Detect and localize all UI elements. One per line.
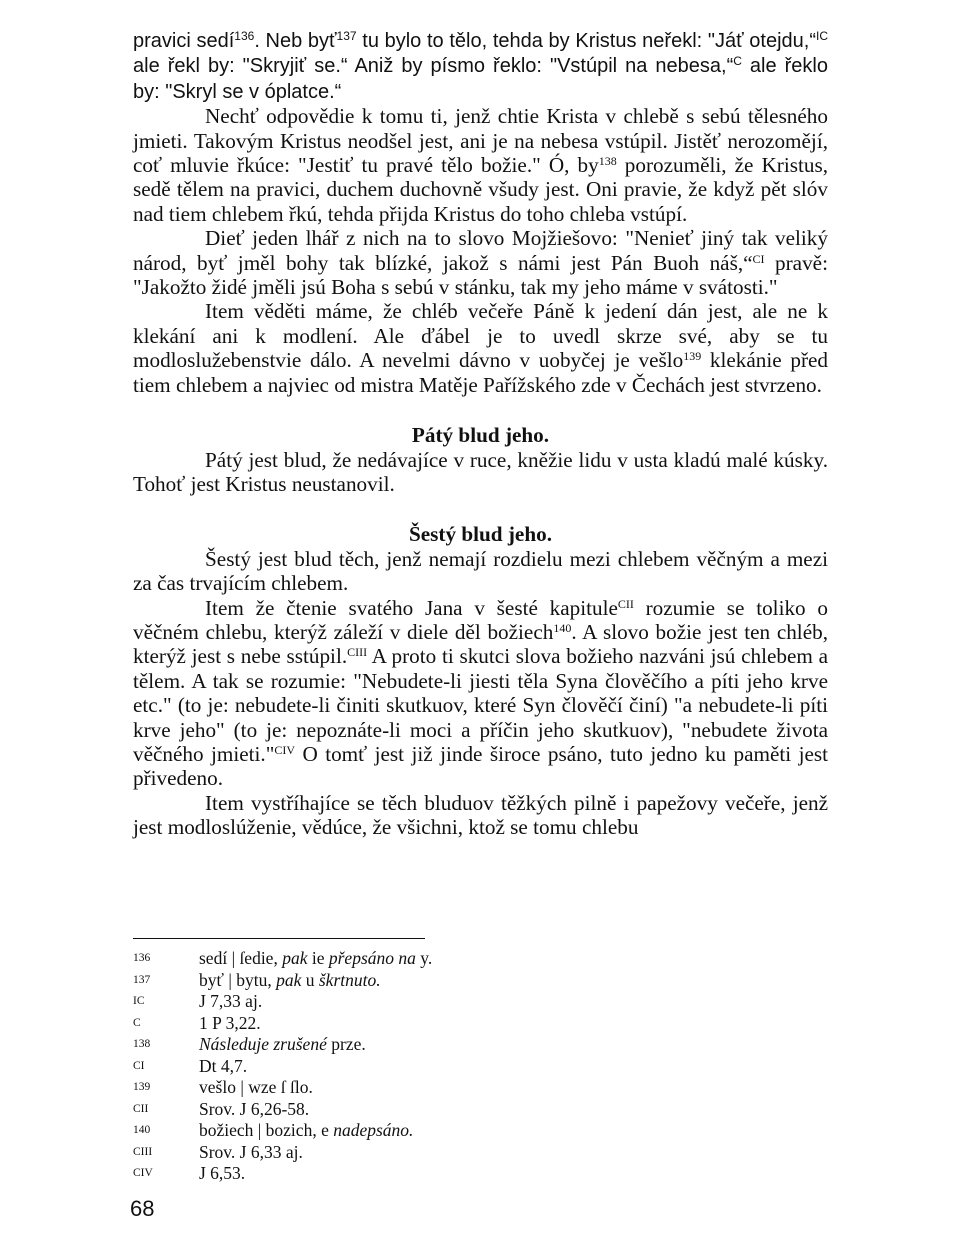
footnote-text: J 6,53. (199, 1163, 246, 1183)
paragraph-3: Dieť jeden lhář z nich na to slovo Mojžiešovo: "Nenieť jiný tak veliký národ, byť jměl bohy tak blízké, jakož s námi jest Pán Buoh náš,“$^{CI}$ pravě: "Jakožto židé jměli jsú Boha s sebú v stánku, tak my jeho máme v svátosti." (133, 226, 828, 300)
section-heading-6: Šestý blud jeho. (408, 522, 553, 547)
main-text (133, 28, 828, 840)
footnote-divider (133, 938, 425, 939)
section-heading-5: Pátý blud jeho. (411, 423, 550, 448)
footnote-number: IC (133, 995, 145, 1007)
footnote-number: 137 (133, 973, 151, 986)
footnote-item (133, 1142, 432, 1164)
footnote-text: Následuje zrušené prze. (199, 1034, 366, 1054)
paragraph-4: Item věděti máme, že chléb večeře Páně k jedení dán jest, ale ne k klekání ani k modlení. Ale ďábel je to uvedl skrze své, aby se tu modloslužebenstvie dálo. A nevelmi dávno v uobyčej je vešlo$^{139}$ klekánie před tiem chlebem a najviec od mistra Matěje Pařížského zde v Čechách jest stvrzeno. (133, 299, 829, 397)
footnote-item (133, 1120, 432, 1142)
footnote-text: božiech | bozich, e nadepsáno. (199, 1120, 414, 1140)
footnote-text: Dt 4,7. (199, 1055, 248, 1076)
footnote-item (133, 1077, 432, 1099)
footnote-number: CII (133, 1102, 149, 1115)
footnote-text: J 7,33 aj. (199, 991, 263, 1011)
footnotes (133, 948, 432, 1185)
footnote-text: byť | bytu, pak u škrtnuto. (199, 969, 381, 990)
footnote-number: CIV (133, 1167, 153, 1179)
footnote-text: vešlo | wze ſ ſlo. (199, 1077, 313, 1097)
section6-paragraph-1: Šestý jest blud těch, jenž nemají rozdielu mezi chlebem věčným a mezi za čas trvajícím chlebem. (133, 546, 828, 596)
footnote-number: CIII (133, 1145, 153, 1158)
footnote-item (133, 1013, 432, 1035)
footnote-number: 136 (133, 952, 151, 964)
footnote-item (133, 1034, 432, 1056)
footnote-item (133, 970, 432, 992)
footnote-item (133, 1056, 432, 1078)
footnote-item (133, 948, 432, 970)
footnote-number: 140 (133, 1124, 151, 1136)
footnote-number: CI (133, 1059, 145, 1072)
footnote-text: Srov. J 6,33 aj. (199, 1141, 303, 1162)
footnote-number: 139 (133, 1081, 151, 1093)
paragraph-2: Nechť odpovědie k tomu ti, jenž chtie Krista v chlebě s sebú tělesného jmieti. Takovým Kristus neodšel jest, ani je na nebesa vstúpil. Jistěť nerozomějí, coť mluvie řkúce: "Jestiť tu pravé tělo božie." Ó, $by^{138}$ porozuměli, že Kristus, sedě tělem na pravici, duchem duchovně všudy jest. Oni pravie, že když pět slóv nad tiem chlebem řkú, tehda přijda Kristus do toho chleba vstúpí. (133, 104, 829, 226)
footnote-item (133, 991, 432, 1013)
footnote-text: sedí | ſedie, pak ie přepsáno na y. (199, 948, 433, 968)
section6-paragraph-2: Item že čtenie svatého Jana v šesté kapitule$^{CII}$ rozumie se toliko o věčném chlebu, kterýž záleží v diele děl božiech$^{140}$. A slovo božie jest ten chléb, kterýž jest s nebe sstúpil.$^{CIII}$ A proto ti skutci slova božieho nazváni jsú chlebem a tělem. A tak se rozumie: "Nebudete-li jiesti těla Syna člověčího a píti jeho krve etc." (to je: nebudete-li činiti skutkuov, které Syn člověčí činí) "a nebudete-li píti krve jeho" (to je: nepoznáte-li moci a příčin jeho skutkuov), "nebudete života věčného jmieti."$^{CIV}$ O tomť jest již jinde široce psáno, tuto jedno ku paměti jest přivedeno. (133, 595, 828, 791)
footnote-text: 1 P 3,22. (199, 1012, 261, 1033)
footnote-number: C (133, 1016, 141, 1029)
section5-paragraph-1: Pátý jest blud, že nedávajíce v ruce, kněžie lidu v usta kladú malé kúsky. Tohoť jest Kristus neustanovil. (133, 447, 828, 496)
footnote-item (133, 1163, 432, 1185)
section6-paragraph-3: Item vystříhajíce se těch bluduov těžkých pilně i papežovy večeře, jenž jest modloslúženie, vědúce, že všichni, ktož se tomu chlebu (133, 790, 828, 840)
paragraph-1: pravici sedí$^{136}$. Neb byť$^{137}$ tu bylo to tělo, tehda by Kristus neřekl: "Jáť otejdu,“$^{IC}$ ale řekl by: "Skryjiť se.“ Aniž by písmo řeklo: "Vstúpil na nebesa,“$^C$ ale řeklo by: "Skryl se v óplatce.“ (133, 29, 829, 103)
footnote-number: 138 (133, 1038, 151, 1050)
footnote-item (133, 1099, 432, 1121)
footnote-text: Srov. J 6,26-58. (199, 1098, 310, 1119)
page-number: 68 (130, 1196, 155, 1221)
